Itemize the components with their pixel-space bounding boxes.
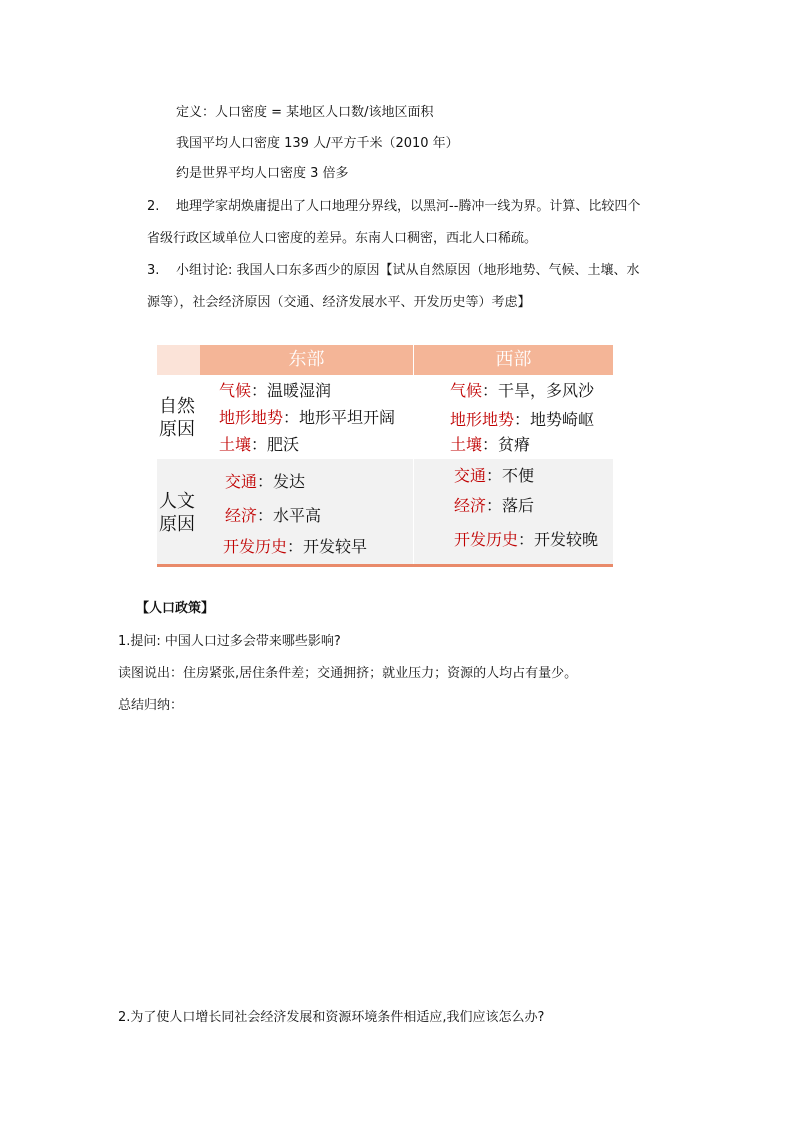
value-transport: ：发达 <box>257 472 306 491</box>
point3-line-2: 源等），社会经济原因（交通、经济发展水平、开发历史等）考虑】 <box>147 295 531 310</box>
value-climate: ：温暖湿润 <box>251 381 332 400</box>
label-transport: 交通 <box>225 472 258 491</box>
value-economy: ：水平高 <box>257 506 322 525</box>
policy-question-2: 2.为了使人口增长同社会经济发展和资源环境条件相适应,我们应该怎么办? <box>118 1010 545 1025</box>
human-east-transport <box>225 471 305 493</box>
value-history: ：开发较晚 <box>518 530 599 549</box>
definition-formula: 某地区人口数/该地区面积 <box>286 105 434 120</box>
row-natural-header <box>159 395 199 441</box>
table-bottom-border <box>157 564 613 567</box>
label-soil: 土壤 <box>450 435 483 454</box>
label-economy: 经济 <box>225 506 258 525</box>
value-transport: ：不便 <box>486 466 535 485</box>
row-human-header-line1: 人文 <box>159 491 195 512</box>
column-divider <box>413 345 414 564</box>
value-economy: ：落后 <box>486 496 535 515</box>
policy-summary-label: 总结归纳： <box>118 698 184 713</box>
point2-number: 2. <box>147 199 160 214</box>
label-soil: 土壤 <box>219 435 252 454</box>
value-history: ：开发较早 <box>287 537 368 556</box>
natural-west-climate <box>450 380 594 402</box>
label-history: 开发历史 <box>223 537 288 556</box>
human-west-transport <box>454 465 534 487</box>
point3-number: 3. <box>147 263 160 278</box>
row-human-header-line2: 原因 <box>159 514 195 535</box>
natural-east-terrain <box>219 407 395 429</box>
value-climate: ：干旱，多风沙 <box>482 381 595 400</box>
definition-line-2: 我国平均人口密度 139 人/平方千米（2010 年） <box>176 136 459 151</box>
human-west-economy <box>454 495 534 517</box>
policy-heading: 【人口政策】 <box>136 601 215 616</box>
value-terrain: ：地势崎岖 <box>514 410 595 429</box>
label-economy: 经济 <box>454 496 487 515</box>
label-terrain: 地形地势 <box>450 410 515 429</box>
table-corner-cell <box>157 345 200 375</box>
label-climate: 气候 <box>450 381 483 400</box>
policy-answer: 读图说出：住房紧张,居住条件差；交通拥挤；就业压力；资源的人均占有量少。 <box>118 666 578 681</box>
label-transport: 交通 <box>454 466 487 485</box>
human-east-economy <box>225 505 321 527</box>
point3-line-1: 小组讨论: 我国人口东多西少的原因【试从自然原因（地形地势、气候、土壤、水 <box>176 263 640 278</box>
label-history: 开发历史 <box>454 530 519 549</box>
row-natural-header-line2: 原因 <box>159 419 195 440</box>
policy-question-1: 1.提问: 中国人口过多会带来哪些影响? <box>118 634 341 649</box>
row-human-header <box>159 490 199 536</box>
label-terrain: 地形地势 <box>219 408 284 427</box>
value-soil: ：贫瘠 <box>482 435 531 454</box>
natural-east-soil <box>219 434 299 456</box>
definition-line-3: 约是世界平均人口密度 3 倍多 <box>176 166 349 181</box>
point2-line-1: 地理学家胡焕庸提出了人口地理分界线，以黑河--腾冲一线为界。计算、比较四个 <box>176 199 641 214</box>
point2-line-2: 省级行政区域单位人口密度的差异。东南人口稠密，西北人口稀疏。 <box>147 231 538 246</box>
natural-west-terrain <box>450 409 594 431</box>
row-natural-header-line1: 自然 <box>159 396 195 417</box>
natural-west-soil <box>450 434 530 456</box>
header-west: 西部 <box>414 345 613 375</box>
natural-east-climate <box>219 380 331 402</box>
value-soil: ：肥沃 <box>251 435 300 454</box>
comparison-table <box>157 345 613 567</box>
header-east: 东部 <box>200 345 413 375</box>
human-east-history <box>223 536 367 558</box>
human-west-history <box>454 529 598 551</box>
definition-line-1 <box>176 103 434 123</box>
definition-label: 定义：人口密度 = <box>176 105 287 120</box>
label-climate: 气候 <box>219 381 252 400</box>
value-terrain: ：地形平坦开阔 <box>283 408 396 427</box>
